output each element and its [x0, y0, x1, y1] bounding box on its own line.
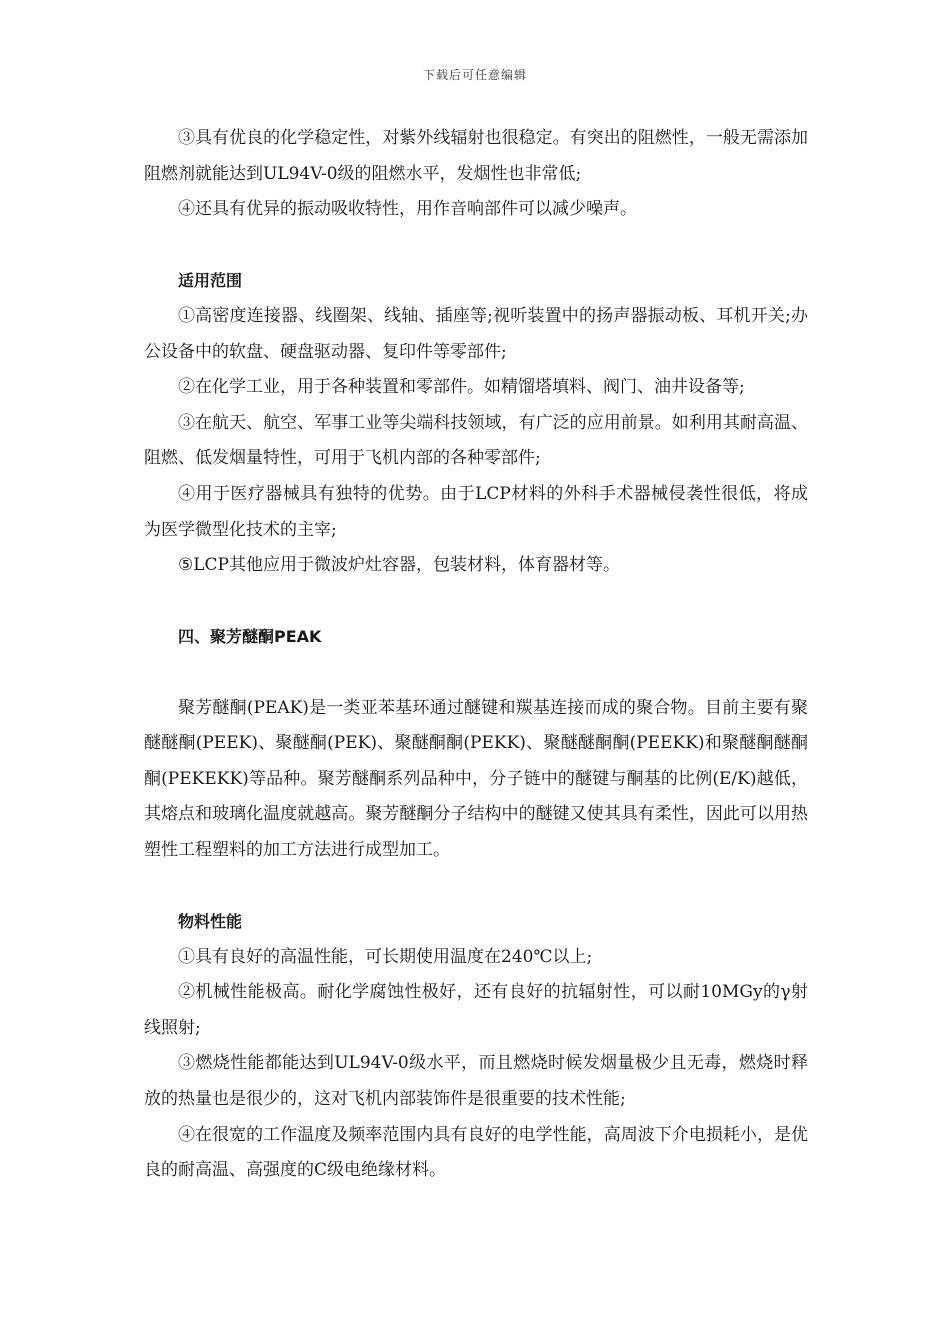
peak-property-4: ④在很宽的工作温度及频率范围内具有良好的电学性能，高周波下介电损耗小，是优良的耐高温、高强度的C级电绝缘材料。	[144, 1124, 808, 1181]
peak-property-3: ③燃烧性能都能达到UL94V-0级水平，而且燃烧时候发烟量极少且无毒，燃烧时释放的热量也是很少的，这对飞机内部装饰件是很重要的技术性能;	[144, 1053, 808, 1110]
lcp-property-3: ③具有优良的化学稳定性，对紫外线辐射也很稳定。有突出的阻燃性，一般无需添加阻燃剂就能达到UL94V-0级的阻燃水平，发烟性也非常低;	[144, 128, 808, 184]
peak-properties-heading: 物料性能	[178, 912, 243, 932]
spacer	[144, 584, 808, 620]
lcp-application-5: ⑤LCP其他应用于微波炉灶容器，包装材料，体育器材等。	[178, 555, 620, 576]
peak-property-1: ①具有良好的高温性能，可长期使用温度在240℃以上;	[178, 946, 593, 967]
spacer	[144, 868, 808, 904]
lcp-application-3: ③在航天、航空、军事工业等尖端科技领域，有广泛的应用前景。如利用其耐高温、阻燃、低发烟量特性，可用于飞机内部的各种零部件;	[144, 412, 808, 469]
peak-intro-paragraph: 聚芳醚酮(PEAK)是一类亚苯基环通过醚键和羰基连接而成的聚合物。目前主要有聚醚醚酮(PEEK)、聚醚酮(PEK)、聚醚酮酮(PEKK)、聚醚醚酮酮(PEEKK)和聚醚酮醚酮酮(PEKEKK)等品种。聚芳醚酮系列品种中，分子链中的醚键与酮基的比例(E/K)越低，其熔点和玻璃化温度就越高。聚芳醚酮分子结构中的醚键又使其具有柔性，因此可以用热塑性工程塑料的加工方法进行成型加工。	[144, 697, 808, 860]
lcp-property-4: ④还具有优异的振动吸收特性，用作音响部件可以减少噪声。	[178, 199, 637, 220]
peak-section-heading: 四、聚芳醚酮PEAK	[178, 627, 322, 647]
spacer	[144, 655, 808, 691]
spacer	[144, 228, 808, 264]
peak-property-2: ②机械性能极高。耐化学腐蚀性极好，还有良好的抗辐射性，可以耐10MGy的γ射线照射;	[144, 982, 808, 1038]
lcp-application-2: ②在化学工业，用于各种装置和零部件。如精馏塔填料、阀门、油井设备等;	[178, 377, 745, 398]
lcp-applications-heading: 适用范围	[178, 271, 243, 291]
lcp-application-1: ①高密度连接器、线圈架、线轴、插座等;视听装置中的扬声器振动板、耳机开关;办公设备中的软盘、硬盘驱动器、复印件等零部件;	[144, 305, 808, 362]
document-body	[144, 121, 808, 1189]
lcp-application-4: ④用于医疗器械具有独特的优势。由于LCP材料的外科手术器械侵袭性很低，将成为医学微型化技术的主宰;	[144, 483, 808, 540]
page-header-note: 下载后可任意编辑	[422, 68, 527, 82]
